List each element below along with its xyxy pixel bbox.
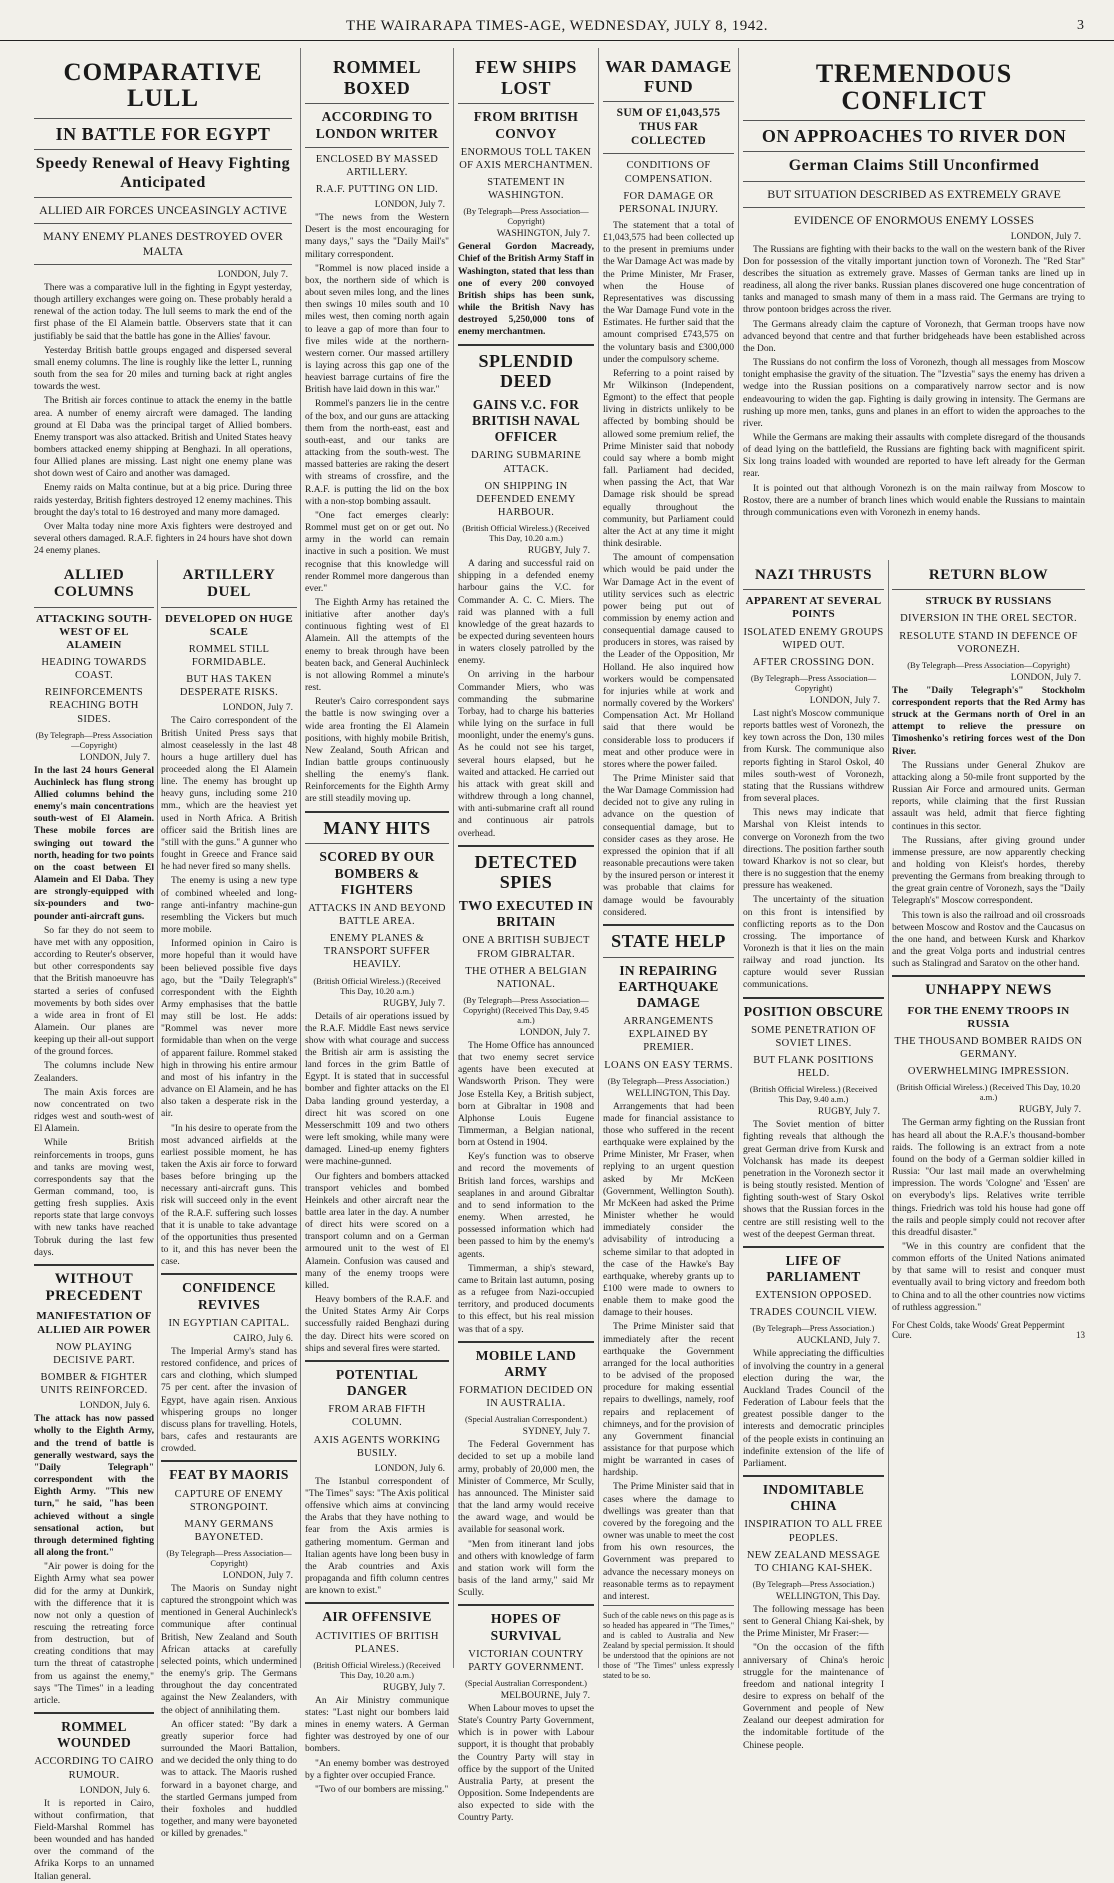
dateline: MELBOURNE, July 7. bbox=[500, 1690, 590, 1701]
subheadline: FROM ARAB FIFTH COLUMN. bbox=[328, 1404, 426, 1429]
subheadline: ATTACKS IN AND BEYOND BATTLE AREA. bbox=[308, 902, 446, 927]
subheadline: DEVELOPED ON HUGE SCALE bbox=[165, 612, 293, 638]
credit-line: (British Official Wireless.) (Received This Day, 10.20 a.m.) bbox=[313, 1659, 441, 1680]
divider bbox=[603, 924, 734, 926]
divider bbox=[34, 607, 154, 608]
paragraph: Details of air operations issued by the R.A.F. Middle East news service show with what courage and success the British air arm is assisting the land forces in the grim Battle of Egypt. It is stated that in successful bomber and fighter attacks on the El Daba landing ground yesterday, a direct hit was scored on one Messerschmitt 109 and two others were left smoking, while many were damaged. Lined-up enemy fighters were machine-gunned. bbox=[305, 1011, 449, 1168]
subheadline: ENCLOSED BY MASSED ARTILLERY. bbox=[315, 153, 439, 178]
paragraph: Arrangements that had been made for financial assistance to those who suffered in the recent earthquake were explained by the Prime Minister, Mr Fraser, when replying to an urgent question asked by Mr McKeen (Government, Wellington South). Mr McKeen had asked the Prime Minister whether he would immediately consider the advisability of introducing a scheme similar to that adopted in the case of the Hawke's Bay earthquake, whereby grants up to £100 were made to owners to enable them to make good the damage to their houses. bbox=[603, 1101, 734, 1319]
dateline: RUGBY, July 7. bbox=[527, 546, 590, 557]
paragraph: "The news from the Western Desert is the most encouraging for many days," says the "Daily Mail's" military correspondent. bbox=[305, 213, 449, 260]
paragraph: The attack has now passed wholly to the Eighth Army, and the trend of battle is generally westward, says the "Daily Telegraph" correspondent with the Eighth Army. "This new turn," he said, "has been achieved without a single sensational action, but through determined fighting all along the front." bbox=[34, 1414, 154, 1559]
subheadline: IN EGYPTIAN CAPITAL. bbox=[168, 1317, 290, 1329]
subheadline: EXTENSION OPPOSED. bbox=[755, 1290, 872, 1302]
subheadline: INSPIRATION TO ALL FREE PEOPLES. bbox=[744, 1519, 883, 1544]
headline: HOPES OF SURVIVAL bbox=[490, 1611, 562, 1643]
divider bbox=[34, 223, 292, 224]
divider bbox=[743, 1475, 884, 1477]
credit-line: (British Official Wireless.) (Received This Day, 10.20 a.m.) bbox=[896, 1082, 1081, 1103]
subheadline: CAPTURE OF ENEMY STRONGPOINT. bbox=[174, 1488, 284, 1513]
paragraph: Reuter's Cairo correspondent says the battle is now swinging over a wide area fronting the El Alamein positions, with highly mobile British, New Zealand, South African and Indian battle groups continuously shelling the enemy's flank. Reinforcements for the Eighth Army are still steadily moving up. bbox=[305, 697, 449, 805]
column-rule bbox=[598, 48, 599, 1668]
subheadline: ATTACKING SOUTH-WEST OF EL ALAMEIN bbox=[36, 612, 152, 651]
subheadline: FORMATION DECIDED ON IN AUSTRALIA. bbox=[459, 1385, 593, 1410]
subheadline: ACTIVITIES OF BRITISH PLANES. bbox=[315, 1630, 439, 1655]
paragraph: This town is also the railroad and oil crossroads between Moscow and Rostov and the Caucasus on the one hand, and between Kursk and Kharkov and the great Volga ports and industrial centres such as Stalingrad and Saratov on the other hand. bbox=[892, 910, 1085, 970]
paragraph: The amount of compensation which would be paid under the War Damage Act in the event of utility services such as electric power being put out of commission by enemy action and consequential damage caused to producers in stores, was raised by the Leader of the Opposition, Mr Holland. He also inquired how workers would be compensated for injuries while at work and normally covered by the Workers' Compensation Act. Mr Holland said that there would be considerable loss to producers if meat and other produce were in stores where the power failed. bbox=[603, 553, 734, 770]
credit-line: (By Telegraph—Press Association—Copyright) bbox=[463, 206, 589, 227]
dateline: LONDON, July 7. bbox=[1010, 231, 1081, 242]
subheadline: ARRANGEMENTS EXPLAINED BY PREMIER. bbox=[623, 1016, 714, 1054]
paragraph: Our fighters and bombers attacked transport vehicles and bombed Heinkels and other aircraft near the battle area later in the day. A number of direct hits were scored on a transport column and on a German armoured unit to the west of El Alamein. Confusion was caused and many of the enemy troops were killed. bbox=[305, 1171, 449, 1291]
subheadline: ISOLATED ENEMY GROUPS WIPED OUT. bbox=[743, 626, 884, 651]
paragraph: General Gordon Macready, Chief of the British Army Staff in Washington, stated that less than one of every 200 convoyed British ships has been sunk, while the British Navy has destroyed 5,250,000 tons of enemy merchantmen. bbox=[458, 242, 594, 338]
divider bbox=[161, 607, 297, 608]
dateline: AUCKLAND, July 7. bbox=[796, 1336, 880, 1347]
paragraph: Referring to a point raised by Mr Wilkinson (Independent, Egmont) to the effect that people living in districts unlikely to be affected by bombing should be allowed some premium relief, the Prime Minister said that nobody could say where a bomb might fall. Parliament had decided, when passing the Act, that War Damage risk should be spread equally throughout the community, but Parliament could alter the Act at any time it might think desirable. bbox=[603, 368, 734, 550]
paragraph: "Men from itinerant land jobs and others with knowledge of farm and station work will form the basis of the land army," said Mr Scully. bbox=[458, 1539, 594, 1599]
paragraph: While appreciating the difficulties of involving the country in a general election during the war, the Auckland Trades Council of the Federation of Labour feels that the greatest possible danger to the interests and democratic principles of the people exists in continuing an indefinite extension of the life of Parliament. bbox=[743, 1349, 884, 1469]
subheadline: ON SHIPPING IN DEFENDED ENEMY HARBOUR. bbox=[476, 480, 576, 518]
paragraph: The Russians are fighting with their backs to the wall on the western bank of the River Don for possession of the vitally important junction town of Voronezh. The "Red Star" describes the situation as extremely grave. Masses of German tanks are lined up in readiness, all along the river banks. Russian planes discovered one huge concentration of tanks and managed to smash many of them in a mass raid. The Germans are trying to throw pontoon bridges across the river. bbox=[743, 244, 1085, 316]
divider bbox=[305, 1602, 449, 1604]
masthead bbox=[0, 18, 1114, 41]
divider bbox=[458, 103, 594, 104]
divider bbox=[305, 843, 449, 844]
subheadline: REINFORCEMENTS REACHING BOTH SIDES. bbox=[44, 687, 144, 725]
headline: ARTILLERY DUEL bbox=[182, 567, 276, 601]
article-few-ships-lost bbox=[458, 52, 594, 1824]
headline: RETURN BLOW bbox=[928, 567, 1049, 583]
paragraph: "An enemy bomber was destroyed by a fighter over occupied France. bbox=[305, 1758, 449, 1781]
divider bbox=[161, 1460, 297, 1462]
subheadline: HEADING TOWARDS COAST. bbox=[41, 657, 147, 682]
subheadline: FROM BRITISH CONVOY bbox=[473, 109, 579, 141]
credit-line: (Special Australian Correspondent.) bbox=[464, 1677, 588, 1688]
dateline: LONDON, July 7. bbox=[374, 200, 445, 211]
paragraph: It is reported in Cairo, without confirmation, that Field-Marshal Rommel has been wounded and has handed over the command of the Afrika Korps to an unnamed Italian general. bbox=[34, 1798, 154, 1882]
subheadline: AXIS AGENTS WORKING BUSILY. bbox=[313, 1434, 441, 1459]
paragraph: A daring and successful raid on shipping in a defended enemy harbour gains the V.C. for Commander A. C. C. Miers. The raid was planned with a full knowledge of the great hazards to be expected during seventeen hours in waters closely patrolled by the enemy. bbox=[458, 559, 594, 667]
paragraph: Key's function was to observe and record the movements of British land forces, warships and seaplanes in and around Gibraltar and to send information to the enemy. When arrested, he possessed information which had been passed to him by the enemy's agents. bbox=[458, 1152, 594, 1260]
credit-line: (British Official Wireless.) (Received This Day, 9.40 a.m.) bbox=[749, 1084, 878, 1105]
dateline: RUGBY, July 7. bbox=[382, 998, 445, 1009]
column-rule bbox=[888, 560, 889, 1668]
paragraph: The Cairo correspondent of the British United Press says that almost ceaselessly in the last 48 hours a huge artillery duel has proceeded along the El Alamein line. The enemy has brought up heavy guns, including some 210 mm., which are the heaviest yet used in North Africa. A British officer said the British lines are "still with the guns." A gunner who fought in Greece and France said he had never fired so many shells. bbox=[161, 716, 297, 873]
divider bbox=[603, 101, 734, 102]
credit-line: (Special Australian Correspondent.) bbox=[464, 1414, 588, 1425]
subheadline: NEW ZEALAND MESSAGE TO CHIANG KAI-SHEK. bbox=[746, 1549, 881, 1574]
subheadline: VICTORIAN COUNTRY PARTY GOVERNMENT. bbox=[468, 1648, 584, 1673]
dateline: CAIRO, July 6. bbox=[233, 1333, 293, 1344]
dateline: LONDON, July 6. bbox=[374, 1463, 445, 1474]
article-war-damage-fund bbox=[603, 52, 734, 1667]
paragraph: Informed opinion in Cairo is more hopeful than it would have been believed possible five days ago, but the "Daily Telegraph's" correspondent with the Eighth Army emphasises that the battle may still be lost. He adds: "Rommel was never more formidable than when on the verge of apparent failure. Rommel staked high in throwing his entire armour and most of his infantry in the advance on El Alamein, and he has also taken a desperate risk in the air. bbox=[161, 939, 297, 1120]
paragraph: The German army fighting on the Russian front has heard all about the R.A.F.'s thousand-bomber raids. The following is an extract from a note found on the body of a German soldier killed in Russia: "Our last mail made an overwhelming impression. The words 'Cologne' and 'Essen' are on everybody's lips. Relatives write terrible things. Friedrich was told his house had gone off the rails and people simply could not recover after this dreadful disaster." bbox=[892, 1118, 1085, 1238]
masthead-title: THE WAIRARAPA TIMES-AGE, WEDNESDAY, JULY 8, 1942. bbox=[346, 18, 768, 34]
paragraph: The Russians do not confirm the loss of Voronezh, though all messages from Moscow tonight emphasise the gravity of the situation. The "Izvestia" says the enemy has driven a wedge into the Russian positions on a comparatively narrow sector and is now endeavouring to widen the gap. Fighting is daily growing in intensity. The Germans are rushing up more men, tanks, guns and planes in an effort to widen the approaches to the river. bbox=[743, 358, 1085, 429]
dateline: LONDON, July 7. bbox=[222, 703, 293, 714]
paragraph: The Prime Minister said that immediately after the recent earthquake the Government arranged for the local authorities to be advised of the proposed procedure for making essential repairs to dwellings, namely, roof repairs and replacement of chimneys, and for the provision of any Government financial assistance for that purpose which might be warranted in cases of hardship. bbox=[603, 1322, 734, 1479]
subheadline: ALLIED AIR FORCES UNCEASINGLY ACTIVE bbox=[39, 202, 287, 217]
subheadline: APPARENT AT SEVERAL POINTS bbox=[745, 595, 882, 621]
subheadline: DARING SUBMARINE ATTACK. bbox=[470, 450, 582, 475]
subheadline: ACCORDING TO CAIRO RUMOUR. bbox=[34, 1756, 154, 1781]
divider bbox=[743, 120, 1085, 121]
paragraph: Timmerman, a ship's steward, came to Britain last autumn, posing as a refugee from Nazi-occupied territory, and produced documents to this effect, but his real mission was that of a spy. bbox=[458, 1263, 594, 1335]
paragraph: The following message has been sent to General Chiang Kai-shek, by the Prime Minister, Mr Fraser:— bbox=[743, 1604, 884, 1640]
subheadline: DIVERSION IN THE OREL SECTOR. bbox=[900, 613, 1077, 625]
subheadline: ENEMY PLANES & TRANSPORT SUFFER HEAVILY. bbox=[323, 933, 431, 971]
page-number: 3 bbox=[1077, 18, 1084, 33]
dateline: LONDON, July 6. bbox=[79, 1785, 150, 1796]
paragraph: "Rommel is now placed inside a box, the northern side of which is about seven miles long, and the lines then swings 10 miles south and 10 miles west, then coming north again to leave a gap of more than four to five miles wide at the northern-western corner. Our massed artillery is laying across this gap one of the heaviest barrage curtains of fire the British have laid down in this war." bbox=[305, 263, 449, 396]
divider bbox=[603, 153, 734, 154]
subheadline: BUT FLANK POSITIONS HELD. bbox=[753, 1055, 874, 1080]
paragraph: In the last 24 hours General Auchinleck has flung strong Allied columns behind the enemy's main concentrations south-west of El Alamein. These mobile forces are swinging out toward the north, heading for two points on the coast between El Alamein and El Daba. They are strongly-equipped with six-pounders and two-pounder anti-aircraft guns. bbox=[34, 765, 154, 922]
subheadline: GAINS V.C. FOR BRITISH NAVAL OFFICER bbox=[471, 396, 581, 445]
paragraph: There was a comparative lull in the fighting in Egypt yesterday, though artillery exchanges were going on. These probably herald a renewal of the action today. The lull seems to mark the end of the first phase of the El Alamein battle. Observers state that it can justifiably be said that the battle has gone in the Allies' favour. bbox=[34, 282, 292, 342]
paragraph: The Soviet mention of bitter fighting reveals that although the great German drive from Kursk and Volchansk has made its deepest penetration in the Voronezh sector it is being stoutly resisted. Mention of fighting south-west of Stary Oskol shows that the Russian forces in the centre are still resisting well to the west of the deepest German threat. bbox=[743, 1120, 884, 1240]
divider bbox=[743, 181, 1085, 182]
article-return-blow bbox=[892, 562, 1085, 1667]
subheadline: STATEMENT IN WASHINGTON. bbox=[487, 177, 565, 202]
subheadline: ON APPROACHES TO RIVER DON bbox=[761, 125, 1067, 146]
advertisement-number: 13 bbox=[1076, 1329, 1085, 1340]
paragraph: Last night's Moscow communique reports battles west of Voronezh, the key town across the Don, 130 miles from Kursk. The communique also reports fighting in Starol Oskol, 40 miles south-west of Voronezh, stating that the Russians withdrew from several places. bbox=[743, 709, 884, 805]
headline: ROMMEL BOXED bbox=[333, 57, 421, 98]
divider bbox=[305, 1360, 449, 1362]
paragraph: "Two of our bombers are missing." bbox=[315, 1784, 449, 1795]
article-rommel-boxed bbox=[305, 52, 449, 1795]
subheadline: ENORMOUS TOLL TAKEN OF AXIS MERCHANTMEN. bbox=[459, 146, 593, 171]
divider bbox=[458, 1341, 594, 1343]
divider bbox=[34, 197, 292, 198]
divider bbox=[34, 118, 292, 119]
subheadline: THE THOUSAND BOMBER RAIDS ON GERMANY. bbox=[894, 1036, 1083, 1061]
credit-line: (By Telegraph—Press Association—Copyright) bbox=[750, 673, 877, 693]
divider bbox=[34, 1712, 154, 1714]
paragraph: The Prime Minister said that in cases where the damage to dwellings was greater than that covered by the foregoing and the owner was unable to meet the cost from his own resources, the Government was prepared to advance the necessary moneys on reasonable terms as to repayment and interest. bbox=[603, 1482, 734, 1602]
divider bbox=[458, 1604, 594, 1606]
subheadline: BUT HAS TAKEN DESPERATE RISKS. bbox=[179, 674, 279, 699]
divider bbox=[892, 589, 1085, 590]
headline: FEW SHIPS LOST bbox=[475, 57, 577, 98]
divider bbox=[305, 147, 449, 148]
dateline: WELLINGTON, This Day. bbox=[625, 1088, 730, 1099]
headline: DETECTED SPIES bbox=[474, 851, 578, 893]
subheadline: BOMBER & FIGHTER UNITS REINFORCED. bbox=[40, 1372, 148, 1397]
subheadline: MANY GERMANS BAYONETED. bbox=[184, 1518, 274, 1543]
divider bbox=[305, 811, 449, 813]
article-tremendous-conflict bbox=[743, 52, 1085, 552]
advertisement-text: For Chest Colds, take Woods' Great Peppermint Cure. bbox=[892, 1319, 1065, 1340]
dateline: WASHINGTON, July 7. bbox=[496, 229, 590, 240]
dateline: RUGBY, July 7. bbox=[817, 1107, 880, 1118]
credit-line: (British Official Wireless.) (Received This Day, 10.20 a.m.) bbox=[313, 975, 441, 996]
headline: LIFE OF PARLIAMENT bbox=[766, 1252, 861, 1285]
headline: MANY HITS bbox=[323, 817, 431, 838]
article-nazi-thrusts bbox=[743, 562, 884, 1751]
paragraph: The Home Office has announced that two enemy secret service agents have been executed at Wandsworth Prison. They were Jose Estella Key, a British subject, born at Gibraltar in 1908 and Alphonse Louis Eugene Timmerman, a Belgian national, born at Ostend in 1904. bbox=[458, 1040, 594, 1149]
column-rule bbox=[453, 48, 454, 1668]
subheadline: ONE A BRITISH SUBJECT FROM GIBRALTAR. bbox=[462, 935, 590, 960]
paragraph: An officer stated: "By dark a greatly superior force had surrounded the Maori Battalion, and we decided the only thing to do was to attack. The Maoris rushed forward in a bayonet charge, and the startled Germans jumped from their foxholes and huddled together, and many were bayoneted or killed by grenades." bbox=[161, 1719, 297, 1840]
paragraph: The statement that a total of £1,043,575 had been collected up to the present in premiums under the War Damage Act was made by the Prime Minister, Mr Fraser, when the House of Representatives was discussing the War Damage Fund vote in the Estimates. He further said that the amount comprised £743,575 on the voluntary basis and £300,000 under the compulsory scheme. bbox=[603, 220, 734, 365]
headline: INDOMITABLE CHINA bbox=[762, 1482, 865, 1514]
paragraph: "One fact emerges clearly: Rommel must get on or get out. No army in the world can remain inactive in such a position. We must recognise that this knowledge will render Rommel more dangerous than ever." bbox=[305, 510, 449, 594]
paragraph: The Eighth Army has retained the initiative after another day's continuous fighting west of El Alamein. All the attempts of the enemy to break through have been beaten back, and General Auchinleck is not allowing Rommel a minute's rest. bbox=[305, 597, 449, 694]
paragraph: The Istanbul correspondent of "The Times" says: "The Axis political offensive which aims at convincing the Arabs that they have nothing to fear from the Axis armies is gathering momentum. German and Italian agents have long been busy in the Arab countries and Axis propaganda and fifth column centres are known to exist." bbox=[305, 1476, 449, 1597]
paragraph: The enemy is using a new type of combined wheeled and long-range anti-infantry machine-gun resembling the Vickers but much more mobile. bbox=[161, 876, 297, 936]
article-artillery-duel bbox=[161, 562, 297, 1840]
dateline: LONDON, July 6. bbox=[79, 1401, 150, 1412]
headline: CONFIDENCE REVIVES bbox=[182, 1280, 276, 1312]
headline: WITHOUT PRECEDENT bbox=[45, 1270, 143, 1305]
headline: COMPARATIVE LULL bbox=[63, 59, 263, 113]
subheadline: MANY ENEMY PLANES DESTROYED OVER MALTA bbox=[43, 228, 283, 258]
paragraph: The Prime Minister said that the War Damage Commission had decided not to give any ruling in advance on the question of consequential damage, but to consider cases as they arose. He expressed the opinion that if all reasonable precautions were taken by the insured person or interest it was probable that claims for damage would be favourably considered. bbox=[603, 774, 734, 918]
credit-line: (By Telegraph—Press Association.) bbox=[752, 1578, 875, 1589]
divider bbox=[34, 149, 292, 150]
dateline: LONDON, July 7. bbox=[217, 269, 288, 280]
subheadline: German Claims Still Unconfirmed bbox=[788, 157, 1040, 175]
paragraph: On arriving in the harbour Commander Miers, who was commanding the submarine Torbay, had to charge his batteries while lying on the surface in full moonlight, under the enemy's guns. As he could not see his target, several hours elapsed, but he waited and attacked. He carried out his attack with great skill and withdrew through a long channel, with anti-submarine craft all round and continuous air patrols overhead. bbox=[458, 670, 594, 839]
paragraph: "On the occasion of the fifth anniversary of China's heroic struggle for the maintenance of freedom and national integrity I desire to express on behalf of the Government and people of New Zealand our deepest admiration for the indomitable fortitude of the Chinese people. bbox=[743, 1643, 884, 1751]
divider bbox=[305, 103, 449, 104]
paragraph: The Russians, after giving ground under immense pressure, are now apparently checking and holding von Kleist's hordes, thereby preventing the Germans from breaking through to the great grain centre of Voronezh, says the "Daily Telegraph's" Moscow correspondent. bbox=[892, 835, 1085, 907]
column-rule bbox=[157, 560, 158, 1668]
paragraph: The main Axis forces are now concentrated on two ridges west and south-west of El Alamein. bbox=[34, 1087, 154, 1135]
subheadline: IN REPAIRING EARTHQUAKE DAMAGE bbox=[618, 962, 719, 1010]
column-rule bbox=[738, 48, 739, 1668]
paragraph: So far they do not seem to have met with any opposition, according to Reuter's observer, but other correspondents say that the British manoeuvre has started a series of confused movements by both sides over a wide area in front of El Alamein. Our planes are keeping up their all-out support of the ground forces. bbox=[34, 925, 154, 1058]
credit-line: (By Telegraph—Press Association—Copyright) bbox=[907, 659, 1070, 670]
credit-line: (British Official Wireless.) (Received This Day, 10.20 a.m.) bbox=[462, 523, 590, 544]
dateline: WELLINGTON, This Day. bbox=[775, 1591, 880, 1602]
subheadline: SCORED BY OUR BOMBERS & FIGHTERS bbox=[319, 849, 435, 897]
paragraph: The British air forces continue to attack the enemy in the battle area. A number of enemy aircraft were damaged. The landing ground at El Daba was the principal target of Allied bombers. Enemy transport was also attacked. British and United States heavy bombers attacked enemy shipping at Benghazi. In all operations, four Allied planes are missing. Last night one enemy plane was shot down west of Cairo and another was damaged. bbox=[34, 396, 292, 480]
credit-line: (By Telegraph—Press Association—Copyright) (Received This Day, 9.45 a.m.) bbox=[463, 994, 589, 1025]
paragraph: The Federal Government has decided to set up a mobile land army, probably of 20,000 men, the Minister of Commerce, Mr Scully, has announced. The Minister said that the land army would receive the award wage, and would be available for seasonal work. bbox=[458, 1440, 594, 1536]
subheadline: OVERWHELMING IMPRESSION. bbox=[907, 1066, 1070, 1078]
subheadline: R.A.F. PUTTING ON LID. bbox=[315, 184, 439, 195]
subheadline: FOR THE ENEMY TROOPS IN RUSSIA bbox=[907, 1004, 1070, 1030]
paragraph: The Germans already claim the capture of Voronezh, that German troops have now advanced beyond that centre and that further bridgeheads have been established across the Don. bbox=[743, 319, 1085, 354]
divider bbox=[743, 1246, 884, 1248]
paragraph: The Imperial Army's stand has restored confidence, and prices of cars and clothing, which slumped 75 per cent. after the invasion of Egypt, have again risen. Anxious whispering groups no longer discuss plans for travelling. Hotels, bars, cafes and restaurants are crowded. bbox=[161, 1346, 297, 1455]
paragraph: The Maoris on Sunday night captured the strongpoint which was mentioned in General Auchinleck's communique after continual British, New Zealand and South African attacks at carefully selected points, which undermined the enemy's grip. The Germans throughout the day concentrated against the New Zealanders, with the object of annihilating them. bbox=[161, 1584, 297, 1716]
dateline: LONDON, July 7. bbox=[809, 696, 880, 706]
headline: AIR OFFENSIVE bbox=[322, 1609, 432, 1625]
subheadline: SOME PENETRATION OF SOVIET LINES. bbox=[751, 1024, 876, 1049]
paragraph: When Labour moves to upset the State's Country Party Government, which is in power with Labour support, it is thought that probably the Country Party will stay in office by the support of the United Australia Party, at present the Opposition. Some Independents are also expected to side with the Country Party. bbox=[458, 1703, 594, 1824]
divider bbox=[34, 1264, 154, 1266]
paragraph: The uncertainty of the situation on this front is intensified by conflicting reports as to the Don crossing. The importance of Voronezh is that it lies on the main railway and road junction. Its capture would sever Russian communications. bbox=[743, 895, 884, 991]
headline: ROMMEL WOUNDED bbox=[56, 1719, 132, 1751]
divider bbox=[603, 957, 734, 958]
footnote-text: Such of the cable news on this page as is so headed has appeared in "The Times," and is cabled to Australia and New Zealand by special permission. It should be understood that the opinions are not those of "The Times" unless expressly stated to be so. bbox=[603, 1611, 734, 1680]
subheadline: MANIFESTATION OF ALLIED AIR POWER bbox=[36, 1310, 152, 1336]
subheadline: NOW PLAYING DECISIVE PART. bbox=[53, 1341, 135, 1366]
divider bbox=[161, 1273, 297, 1275]
subheadline: Speedy Renewal of Heavy Fighting Anticipated bbox=[35, 155, 291, 191]
divider bbox=[892, 975, 1085, 977]
column-rule bbox=[300, 48, 301, 1668]
dateline: LONDON, July 7. bbox=[1010, 672, 1081, 683]
footnote bbox=[603, 1600, 734, 1680]
dateline: RUGBY, July 7. bbox=[1018, 1105, 1081, 1116]
headline: MOBILE LAND ARMY bbox=[475, 1347, 577, 1379]
dateline: LONDON, July 7. bbox=[519, 1027, 590, 1038]
credit-line: (By Telegraph—Press Association—Copyright) bbox=[35, 729, 153, 750]
paragraph: It is pointed out that although Voronezh is on the main railway from Moscow to Rostov, there are a number of branch lines which would enable the Russians to maintain through communications even with Voronezh in enemy hands. bbox=[743, 483, 1085, 518]
headline: UNHAPPY NEWS bbox=[925, 982, 1052, 999]
paragraph: "In his desire to operate from the most advanced airfields at the earliest possible moment, he has taken the Axis air force to forward bases before bringing up the necessary anti-aircraft guns. This risk will succeed only in the event of the R.A.F. suffering such losses that it is unable to take advantage of the opportunities thus presented to it, and this has never been the case. bbox=[161, 1123, 297, 1268]
headline: STATE HELP bbox=[611, 930, 726, 951]
subheadline: LOANS ON EASY TERMS. bbox=[604, 1059, 733, 1071]
dateline: SYDNEY, July 7. bbox=[522, 1427, 590, 1438]
subheadline: TRADES COUNCIL VIEW. bbox=[749, 1307, 878, 1319]
credit-line: (By Telegraph—Press Association—Copyright) bbox=[166, 1548, 292, 1568]
paragraph: Rommel's panzers lie in the centre of the box, and our guns are attacking them from the north-east, east and south-east, and our tanks are attacking from the south-west. The massed batteries are raking the desert with streams of crossfire, and the R.A.F. is putting the lid on the box with a non-stop bombing assault. bbox=[305, 399, 449, 507]
paragraph: While the Germans are making their assaults with complete disregard of the thousands of dead lying on the battlefield, the Russians are fighting back with magnificent spirit. Six long trains loaded with wounded are reported to have left already for the German rear. bbox=[743, 433, 1085, 480]
paragraph: The Russians under General Zhukov are attacking along a 50-mile front supported by the Russian Air Force and armoured units. German reports, while claiming that the first Russian assault was held, admit that fierce fighting continues in this sector. bbox=[892, 760, 1085, 832]
subheadline: EVIDENCE OF ENORMOUS ENEMY LOSSES bbox=[793, 212, 1035, 227]
dateline: RUGBY, July 7. bbox=[382, 1682, 445, 1693]
credit-line: (By Telegraph—Press Association.) bbox=[752, 1323, 875, 1334]
paragraph: While British reinforcements in troops, guns and tanks are moving west, correspondents say that the German command, too, is getting fresh supplies. Axis reports state that large convoys with new tanks have reached Tobruk during the last few days. bbox=[34, 1138, 154, 1258]
subheadline: RESOLUTE STAND IN DEFENCE OF VORONEZH. bbox=[899, 630, 1078, 655]
paragraph: Yesterday British battle groups engaged and dispersed several small enemy columns. The line is roughly like the letter L, running south from the sea for 20 miles and turning back at right angles towards the west. bbox=[34, 345, 292, 393]
divider bbox=[743, 589, 884, 590]
paragraph: The "Daily Telegraph's" Stockholm correspondent reports that the Red Army has struck at the Germans north of Orel in an attempt to relieve the pressure on Timoshenko's retiring forces west of the Don River. bbox=[892, 685, 1085, 757]
subheadline: SUM OF £1,043,575 THUS FAR COLLECTED bbox=[616, 107, 721, 147]
dateline: LONDON, July 7. bbox=[79, 752, 150, 763]
paragraph: Heavy bombers of the R.A.F. and the United States Army Air Corps successfully raided Benghazi during the day. Direct hits were scored on ships and several fires were started. bbox=[305, 1295, 449, 1354]
paragraph: Enemy raids on Malta continue, but at a big price. During three raids yesterday, British fighters destroyed 12 enemy machines. This brought the day's total to 16 destroyed and many more damaged. bbox=[34, 483, 292, 518]
paragraph: An Air Ministry communique states: "Last night our bombers laid mines in enemy waters. A German fighter was destroyed by one of our bombers. bbox=[305, 1695, 449, 1755]
divider bbox=[743, 207, 1085, 208]
subheadline: ACCORDING TO LONDON WRITER bbox=[315, 109, 439, 141]
paragraph: "We in this country are confident that the common efforts of the United Nations animated by that same will to resist and conquer must eventually avail to bring victory and freedom both to China and to all the other countries now victims of ruthless aggression." bbox=[892, 1241, 1085, 1313]
subheadline: ROMMEL STILL FORMIDABLE. bbox=[188, 643, 270, 668]
divider bbox=[743, 151, 1085, 152]
subheadline: AFTER CROSSING DON. bbox=[752, 656, 875, 668]
headline: POSITION OBSCURE bbox=[743, 1003, 884, 1019]
divider bbox=[458, 344, 594, 346]
subheadline: IN BATTLE FOR EGYPT bbox=[55, 123, 271, 144]
paragraph: Over Malta today nine more Axis fighters were destroyed and several others damaged. R.A.F. fighters in 24 hours have shot down 24 enemy planes. bbox=[34, 521, 292, 557]
advertisement bbox=[892, 1320, 1085, 1340]
headline: TREMENDOUS CONFLICT bbox=[815, 59, 1013, 116]
subheadline: STRUCK BY RUSSIANS bbox=[925, 595, 1052, 608]
dateline: LONDON, July 7. bbox=[222, 1571, 293, 1581]
divider bbox=[458, 845, 594, 847]
headline: FEAT BY MAORIS bbox=[169, 1467, 289, 1483]
headline: SPLENDID DEED bbox=[478, 350, 574, 392]
subheadline: BUT SITUATION DESCRIBED AS EXTREMELY GRAVE bbox=[767, 186, 1061, 201]
article-comparative-lull bbox=[34, 52, 292, 557]
paragraph: This news may indicate that Marshal von Kleist intends to converge on Voronezh from the two directions. The position farther south toward Kharkov is not so clear, but there is no suggestion that the enemy pressure has weakened. bbox=[743, 808, 884, 892]
divider bbox=[603, 1605, 734, 1606]
divider bbox=[34, 264, 292, 265]
subheadline: THE OTHER A BELGIAN NATIONAL. bbox=[465, 965, 587, 990]
headline: WAR DAMAGE FUND bbox=[605, 57, 732, 96]
subheadline: CONDITIONS OF COMPENSATION. bbox=[624, 160, 713, 185]
divider bbox=[743, 997, 884, 999]
paragraph: "Air power is doing for the Eighth Army what sea power did for the army at Dunkirk, with the difference that it is now not only a question of rescuing the retreating force from destruction, but of creating conditions that may turn the threat of catastrophe from us against the enemy," says "The Times" in a leading article. bbox=[34, 1562, 154, 1706]
headline: NAZI THRUSTS bbox=[754, 567, 872, 583]
article-allied-columns bbox=[34, 562, 154, 1882]
credit-line: (By Telegraph—Press Association.) bbox=[607, 1075, 730, 1086]
subheadline: FOR DAMAGE OR PERSONAL INJURY. bbox=[618, 190, 719, 215]
headline: ALLIED COLUMNS bbox=[53, 567, 135, 601]
paragraph: The columns include New Zealanders. bbox=[34, 1061, 154, 1084]
subheadline: TWO EXECUTED IN BRITAIN bbox=[458, 898, 594, 930]
headline: POTENTIAL DANGER bbox=[335, 1366, 419, 1399]
